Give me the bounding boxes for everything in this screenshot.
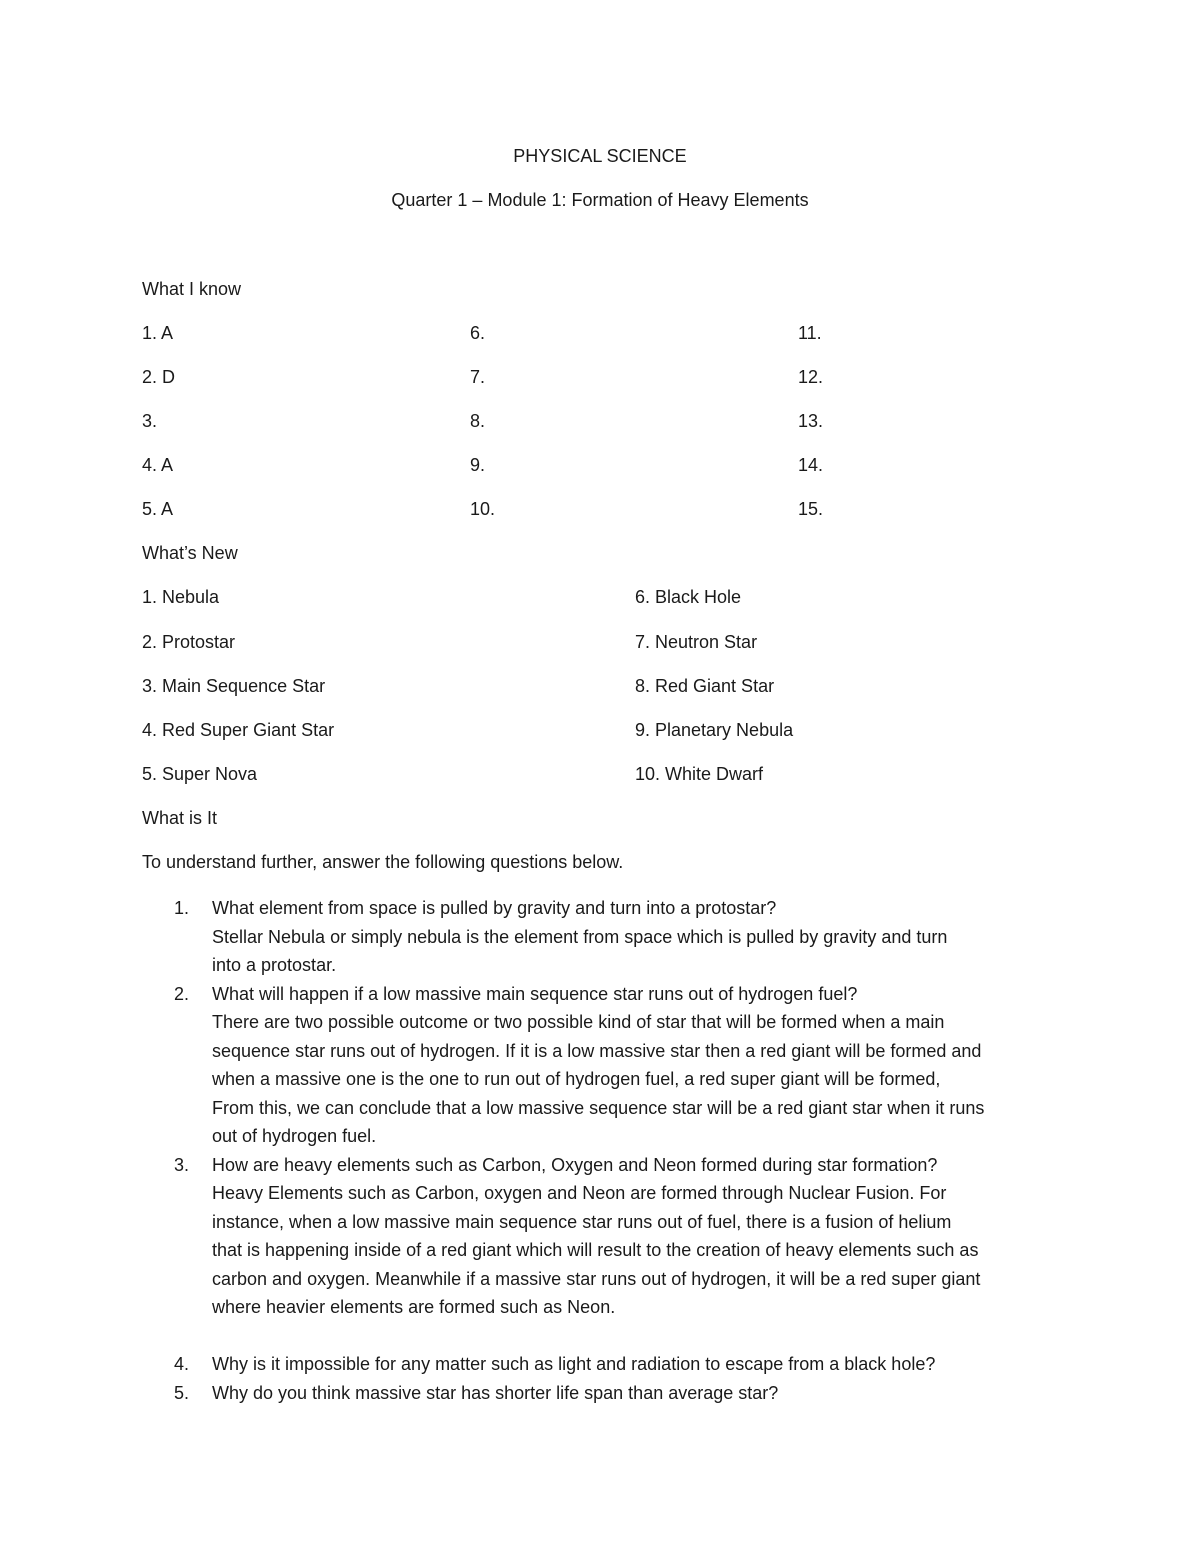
answer-item: 7. xyxy=(470,367,486,387)
answer-item: 1. A xyxy=(142,323,174,343)
answer-item: 8. Red Giant Star xyxy=(635,676,775,696)
question-item xyxy=(142,1350,1072,1379)
answer-item: 4. Red Super Giant Star xyxy=(142,720,335,740)
answer-text: that is happening inside of a red giant which will result to the creation of heavy elements such as xyxy=(212,1240,979,1260)
answer-item: 12. xyxy=(798,367,824,387)
answer-item: 5. A xyxy=(142,499,174,519)
answer-text: when a massive one is the one to run out of hydrogen fuel, a red super giant will be formed, xyxy=(212,1069,941,1089)
answer-text: Heavy Elements such as Carbon, oxygen and Neon are formed through Nuclear Fusion. For xyxy=(212,1183,947,1203)
question-text: How are heavy elements such as Carbon, Oxygen and Neon formed during star formation? xyxy=(212,1154,938,1175)
answer-item: 10. xyxy=(470,499,496,519)
question-item xyxy=(142,894,1072,980)
answer-item: 6. Black Hole xyxy=(635,587,742,607)
answer-item: 7. Neutron Star xyxy=(635,632,758,652)
answer-text: There are two possible outcome or two possible kind of star that will be formed when a main xyxy=(212,1012,945,1032)
page-subtitle: Quarter 1 – Module 1: Formation of Heavy Elements xyxy=(391,190,809,210)
answer-item: 15. xyxy=(798,499,824,519)
answer-item: 6. xyxy=(470,323,486,343)
question-number: 2. xyxy=(174,983,190,1004)
question-text: What will happen if a low massive main sequence star runs out of hydrogen fuel? xyxy=(212,983,858,1004)
answer-item: 2. D xyxy=(142,367,176,387)
question-item xyxy=(142,1379,1072,1408)
question-list xyxy=(142,894,1072,1407)
answer-text: where heavier elements are formed such as Neon. xyxy=(212,1297,616,1317)
question-number: 5. xyxy=(174,1382,190,1403)
answer-text: out of hydrogen fuel. xyxy=(212,1126,377,1146)
question-item xyxy=(142,1151,1072,1322)
answer-text: instance, when a low massive main sequence star runs out of fuel, there is a fusion of helium xyxy=(212,1211,952,1232)
question-number: 3. xyxy=(174,1154,190,1175)
answer-item: 10. White Dwarf xyxy=(635,764,764,784)
answer-text: into a protostar. xyxy=(212,955,337,975)
question-text: Why do you think massive star has shorter life span than average star? xyxy=(212,1382,779,1403)
answer-item: 14. xyxy=(798,455,824,475)
answer-item: 3. Main Sequence Star xyxy=(142,676,326,696)
answer-item: 3. xyxy=(142,411,158,431)
answer-text: From this, we can conclude that a low massive sequence star will be a red giant star when it runs xyxy=(212,1097,985,1118)
question-text: What element from space is pulled by gravity and turn into a protostar? xyxy=(212,898,777,918)
answer-item: 9. xyxy=(470,455,486,475)
answer-item: 1. Nebula xyxy=(142,587,220,607)
answer-item: 8. xyxy=(470,411,486,431)
question-number: 1. xyxy=(174,898,190,918)
section-heading-what-is-it: What is It xyxy=(142,808,218,828)
answer-item: 11. xyxy=(798,323,822,343)
answer-item: 9. Planetary Nebula xyxy=(635,720,794,740)
section-intro: To understand further, answer the following questions below. xyxy=(142,852,624,872)
answer-text: sequence star runs out of hydrogen. If it is a low massive star then a red giant will be formed and xyxy=(212,1040,982,1061)
question-number: 4. xyxy=(174,1354,190,1374)
section-heading-what-i-know: What I know xyxy=(142,279,242,299)
question-item xyxy=(142,980,1072,1151)
answer-item: 5. Super Nova xyxy=(142,764,258,784)
question-text: Why is it impossible for any matter such as light and radiation to escape from a black hole? xyxy=(212,1354,936,1374)
answer-item: 2. Protostar xyxy=(142,632,236,652)
section-heading-whats-new: What’s New xyxy=(142,543,238,563)
answer-item: 13. xyxy=(798,411,824,431)
answer-text: Stellar Nebula or simply nebula is the element from space which is pulled by gravity and turn xyxy=(212,926,948,947)
answer-item: 4. A xyxy=(142,455,174,475)
page-title: PHYSICAL SCIENCE xyxy=(513,146,687,166)
answer-text: carbon and oxygen. Meanwhile if a massive star runs out of hydrogen, it will be a red super giant xyxy=(212,1268,981,1289)
